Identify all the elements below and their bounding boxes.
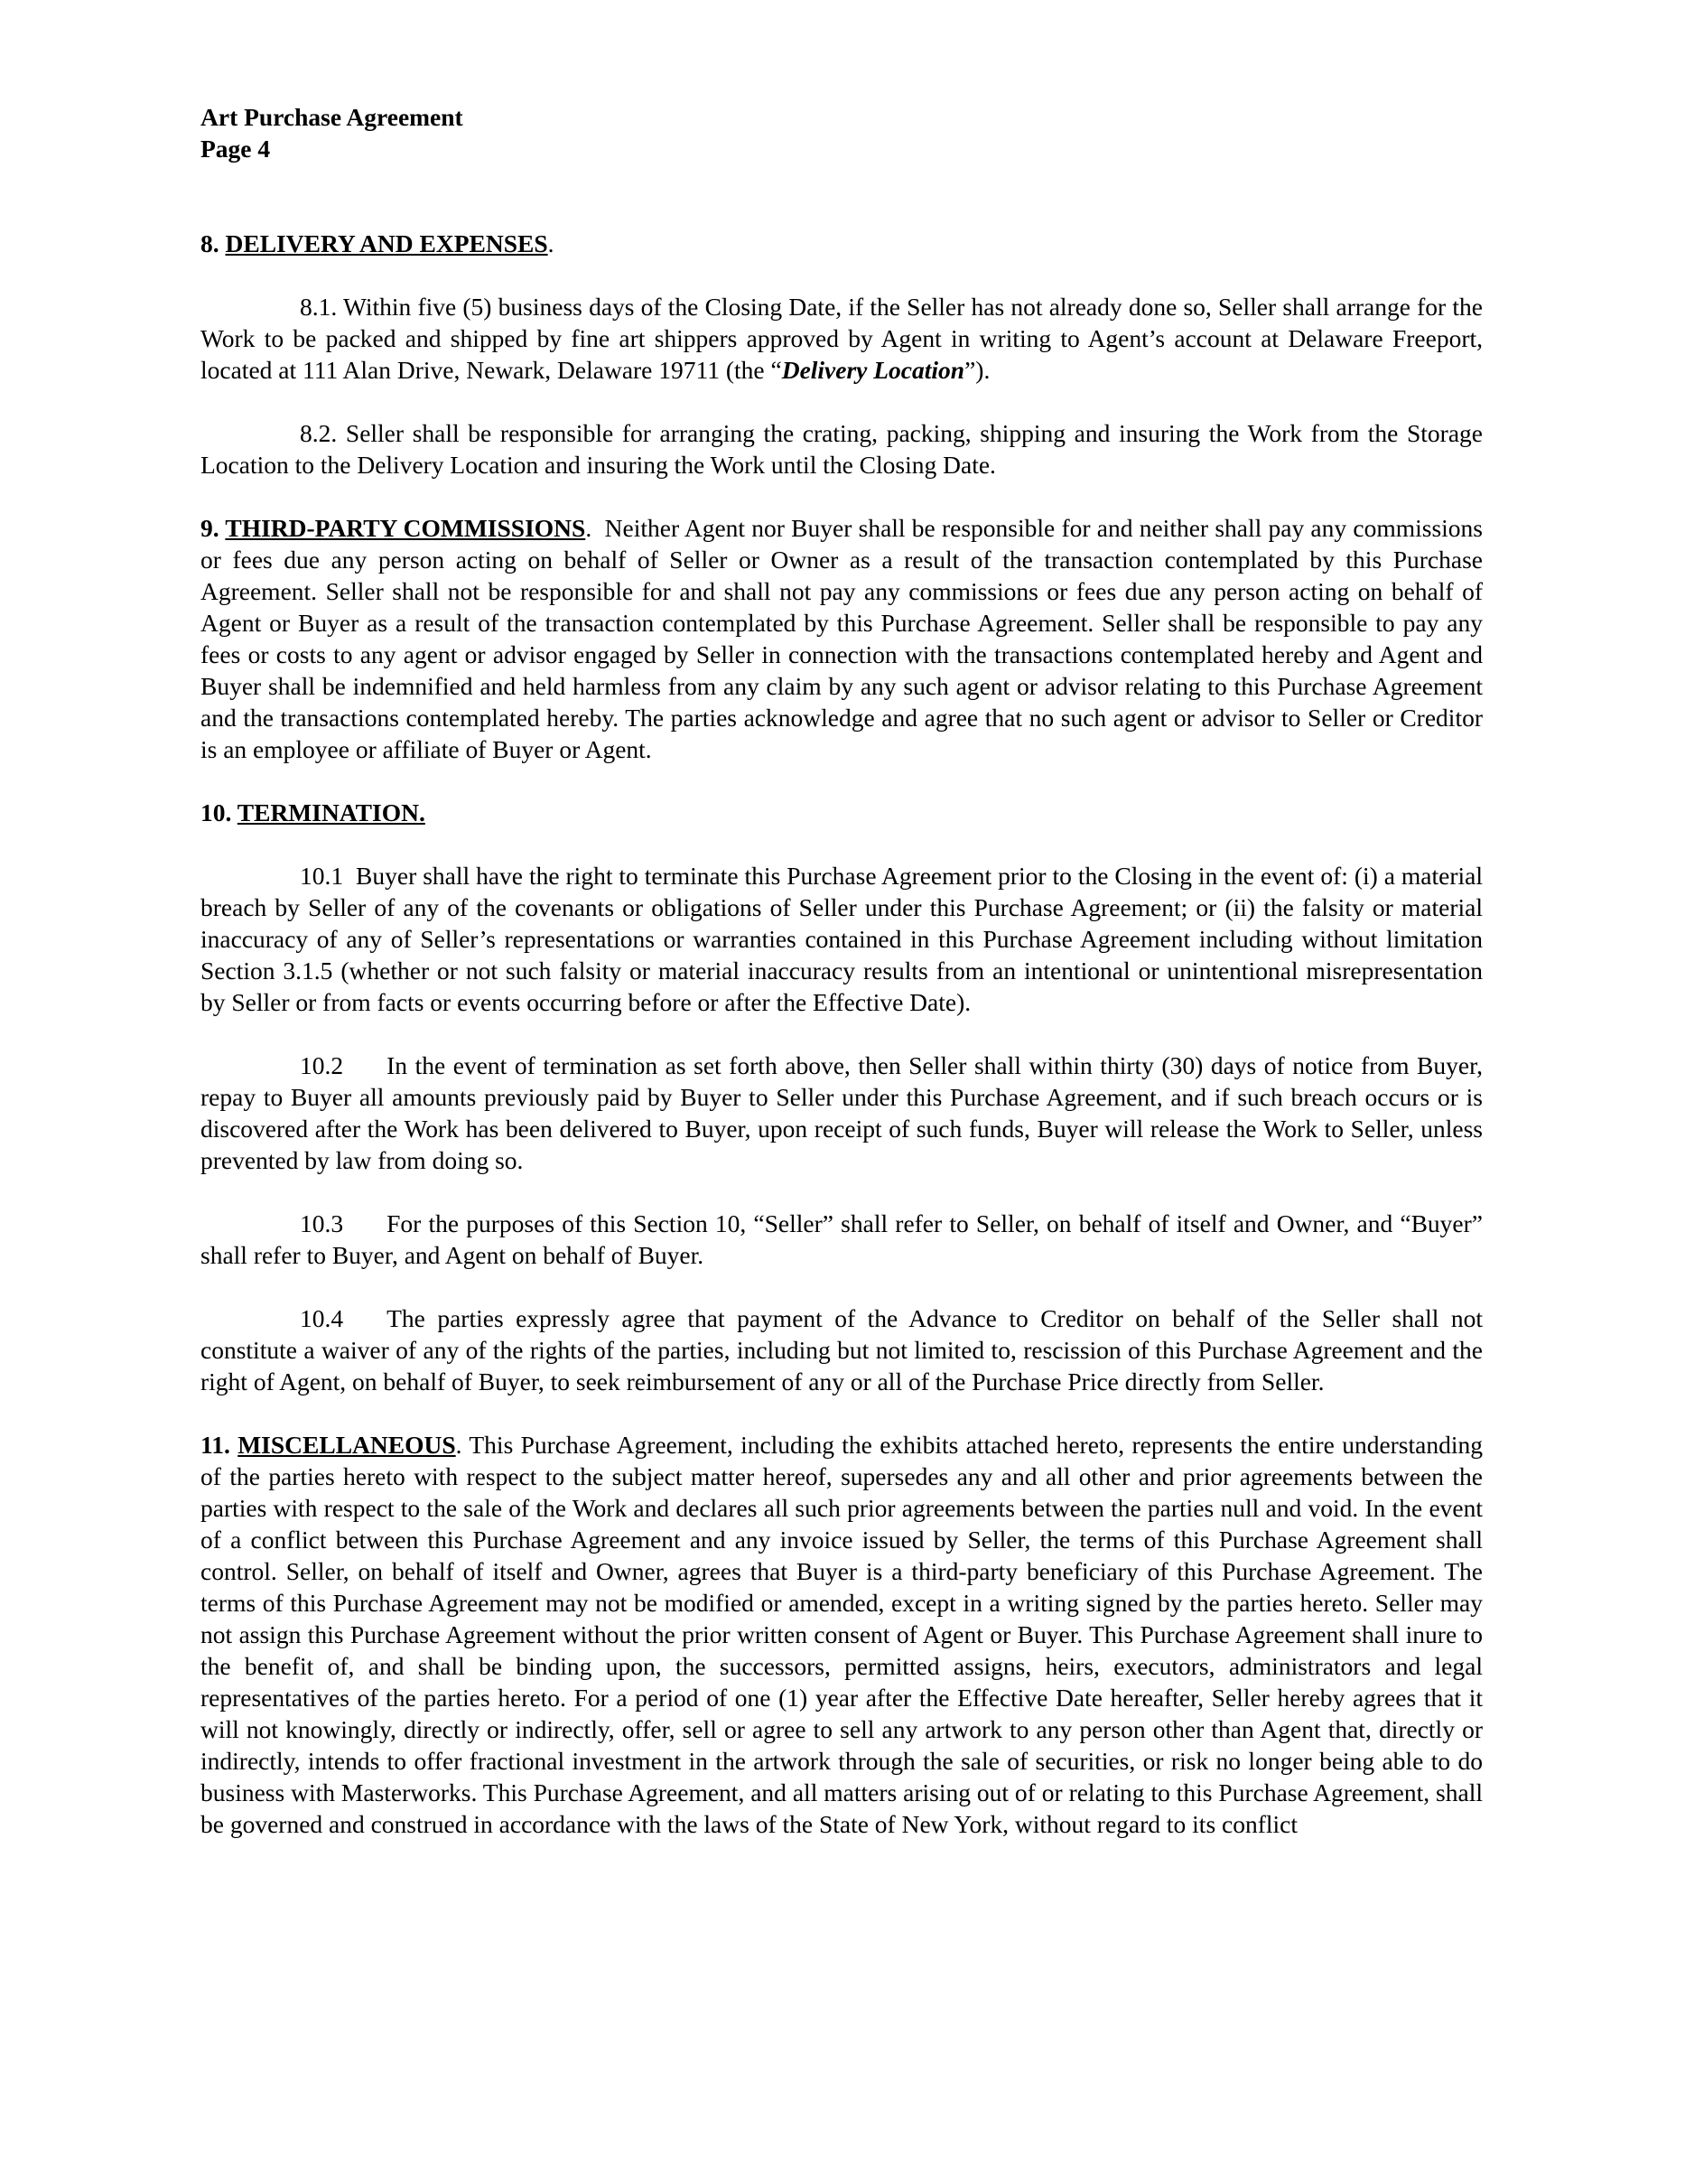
section-10-title: TERMINATION. (237, 798, 425, 826)
paragraph-10-4 (200, 1302, 1483, 1397)
section-9-number: 9. (200, 514, 219, 542)
section-11-title: MISCELLANEOUS (237, 1431, 456, 1459)
section-8-heading (200, 228, 1483, 259)
paragraph-10-2 (200, 1050, 1483, 1176)
paragraph-8-2-number: 8.2. (300, 419, 338, 447)
paragraph-8-2 (200, 417, 1483, 481)
paragraph-10-1-text: Buyer shall have the right to terminate this Purchase Agreement prior to the Closing in the event of: (i) a material breach by Seller of any of the covenants or obligations of Seller under this Purchase Agreement; or (ii) the falsity or material inaccuracy of any of Seller’s representations or warranties contained in this Purchase Agreement including without limitation Section 3.1.5 (whether or not such falsity or material inaccuracy results from an intentional or unintentional misrepresentation by Seller or from facts or events occurring before or after the Effective Date). (200, 862, 1484, 1016)
section-11-title-trailer: . (455, 1431, 462, 1459)
section-11-paragraph (200, 1429, 1483, 1840)
paragraph-10-1-number: 10.1 (300, 862, 344, 890)
paragraph-8-1-text-before: Within five (5) business days of the Closing Date, if the Seller has not already done so, Seller shall arrange for the Work to be packed and shipped by fine art shippers approved by Agent in writing to Agent’s account at Delaware Freeport, located at 111 Alan Drive, Newark, Delaware 19711 (the “ (200, 293, 1483, 384)
section-9-title: THIRD-PARTY COMMISSIONS (225, 514, 586, 542)
paragraph-10-3 (200, 1208, 1483, 1271)
section-9-text: Neither Agent nor Buyer shall be responsible for and neither shall pay any commissions or fees due any person acting on behalf of Seller or Owner as a result of the transaction contemplated by this Purchase Agreement. Seller shall not be responsible for and shall not pay any commissions or fees due any person acting on behalf of Agent or Buyer as a result of the transaction contemplated by this Purchase Agreement. Seller shall be responsible to pay any fees or costs to any agent or advisor engaged by Seller in connection with the transactions contemplated hereby and Agent and Buyer shall be indemnified and held harmless from any claim by any such agent or advisor relating to this Purchase Agreement and the transactions contemplated hereby. The parties acknowledge and agree that no such agent or advisor to Seller or Creditor is an employee or affiliate of Buyer or Agent. (200, 514, 1483, 763)
paragraph-8-1-text-after: ”). (964, 356, 991, 384)
section-11-text: This Purchase Agreement, including the exhibits attached hereto, represents the entire understanding of the parties hereto with respect to the subject matter hereof, supersedes any and all other and prior agreements between the parties with respect to the sale of the Work and declares all such prior agreements between the parties null and void. In the event of a conflict between this Purchase Agreement and any invoice issued by Seller, the terms of this Purchase Agreement shall control. Seller, on behalf of itself and Owner, agrees that Buyer is a third-party beneficiary of this Purchase Agreement. The terms of this Purchase Agreement may not be modified or amended, except in a writing signed by the parties hereto. Seller may not assign this Purchase Agreement without the prior written consent of Agent or Buyer. This Purchase Agreement shall inure to the benefit of, and shall be binding upon, the successors, permitted assigns, heirs, executors, administrators and legal representatives of the parties hereto. For a period of one (1) year after the Effective Date hereafter, Seller hereby agrees that it will not knowingly, directly or indirectly, offer, sell or agree to sell any artwork to any person other than Agent that, directly or indirectly, intends to offer fractional investment in the artwork through the sale of securities, or risk no longer being able to do business with Masterworks. This Purchase Agreement, and all matters arising out of or relating to this Purchase Agreement, shall be governed and construed in accordance with the laws of the State of New York, without regard to its conflict (200, 1431, 1483, 1838)
page-number: Page 4 (200, 135, 271, 163)
section-8-title: DELIVERY AND EXPENSES (225, 229, 548, 257)
section-10-number: 10. (200, 798, 232, 826)
paragraph-10-1 (200, 860, 1483, 1018)
section-8-number: 8. (200, 229, 219, 257)
paragraph-10-2-number: 10.2 (300, 1051, 344, 1079)
paragraph-10-4-number: 10.4 (300, 1304, 344, 1332)
paragraph-10-2-text: In the event of termination as set forth above, then Seller shall within thirty (30) days of notice from Buyer, repay to Buyer all amounts previously paid by Buyer to Seller under this Purchase Agreement, and if such breach occurs or is discovered after the Work has been delivered to Buyer, upon receipt of such funds, Buyer will release the Work to Seller, unless prevented by law from doing so. (200, 1051, 1483, 1174)
document-title: Art Purchase Agreement (200, 103, 463, 131)
section-11-number: 11. (200, 1431, 230, 1459)
section-9-paragraph (200, 512, 1483, 765)
paragraph-8-1-number: 8.1. (300, 293, 338, 321)
section-11-heading (200, 1431, 456, 1459)
document-body (200, 101, 1483, 1840)
section-8-title-trailer: . (547, 229, 554, 257)
defined-term-delivery-location: Delivery Location (781, 356, 965, 384)
paragraph-10-4-text: The parties expressly agree that payment of the Advance to Creditor on behalf of the Seller shall not constitute a waiver of any of the rights of the parties, including but not limited to, rescission of this Purchase Agreement and the right of Agent, on behalf of Buyer, to seek reimbursement of any or all of the Purchase Price directly from Seller. (200, 1304, 1483, 1395)
paragraph-8-2-text: Seller shall be responsible for arranging the crating, packing, shipping and insuring the Work from the Storage Location to the Delivery Location and insuring the Work until the Closing Date. (200, 419, 1483, 479)
section-9-title-trailer: . (585, 514, 592, 542)
paragraph-8-1 (200, 291, 1483, 386)
section-10-heading (200, 797, 1483, 828)
section-9-heading (200, 514, 585, 542)
paragraph-10-3-number: 10.3 (300, 1209, 344, 1237)
paragraph-10-3-text: For the purposes of this Section 10, “Seller” shall refer to Seller, on behalf of itself and Owner, and “Buyer” shall refer to Buyer, and Agent on behalf of Buyer. (200, 1209, 1483, 1269)
